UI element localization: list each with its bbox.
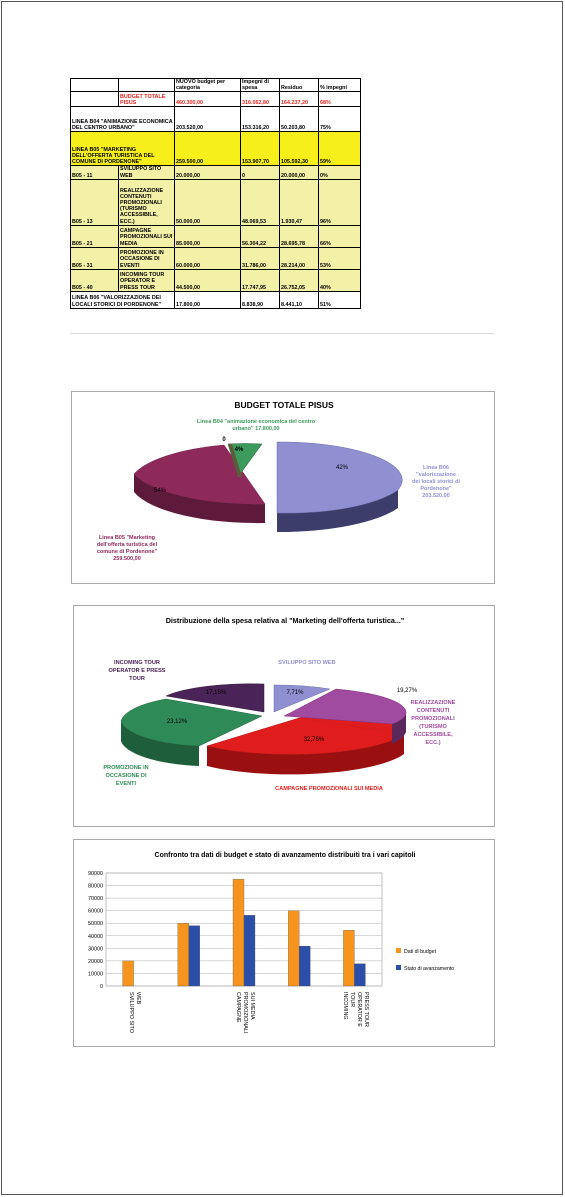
header-cell: % impegni [319, 79, 361, 92]
label-b04 [197, 419, 316, 432]
legend [396, 948, 454, 972]
row-desc: INCOMING TOUR OPERATOR E PRESS TOUR [119, 269, 175, 291]
row-budget: 17.800,00 [175, 291, 241, 308]
bar-avanzamento [244, 915, 255, 986]
pie-chart-budget-totale [71, 391, 495, 584]
row-budget: 203.520,00 [175, 107, 241, 132]
row-code: B05 - 13 [71, 179, 119, 225]
row-residuo: 8.441,10 [280, 291, 319, 308]
y-tick-label: 10000 [88, 971, 103, 978]
row-impegni: 153.316,20 [241, 107, 280, 132]
label-b06-line: dei locali storici di [412, 479, 460, 485]
label-b06 [412, 465, 460, 499]
header-cell: NUOVO budget per categoria [175, 79, 241, 92]
row-budget: 44.500,00 [175, 269, 241, 291]
label-incoming-line: TOUR [129, 676, 145, 682]
label-sviluppo: SVILUPPO SITO WEB [278, 660, 336, 666]
x-tick-label: CAMPAGNE [235, 992, 241, 1023]
row-impegni: 153.907,70 [241, 132, 280, 166]
x-tick-label: INCOMING [341, 992, 348, 1020]
table-row [71, 166, 361, 179]
table-row [71, 291, 361, 308]
row-residuo: 28.695,78 [280, 225, 319, 247]
label-b06-line: "valorizzazione [416, 472, 456, 478]
y-tick-label: 40000 [88, 933, 103, 940]
label-promozione-pct: 23,12% [166, 719, 188, 725]
label-b04-line: Linea B04 "animazione economica del centro [196, 419, 316, 425]
x-tick-label: SUI MEDIA [249, 992, 255, 1020]
legend-label-avanzamento: Stato di avanzamento [404, 966, 455, 972]
row-residuo: 164.237,20 [280, 92, 319, 107]
header-cell: Residuo [280, 79, 319, 92]
header-cell [71, 79, 119, 92]
row-pct: 75% [319, 107, 361, 132]
y-axis-ticks [88, 871, 103, 990]
x-axis-labels [128, 992, 369, 1033]
label-campagne: CAMPAGNE PROMOZIONALI SUI MEDIA [275, 786, 383, 792]
y-tick-label: 70000 [88, 896, 103, 903]
label-b04-pct: 4% [234, 447, 244, 453]
separator-line [70, 333, 494, 334]
row-pct: 96% [319, 179, 361, 225]
row-code: B05 - 31 [71, 247, 119, 269]
label-incoming-pct: 17,15% [205, 690, 227, 696]
label-realizzazione-pct: 19,27% [396, 688, 418, 694]
row-budget: 20.000,00 [175, 166, 241, 179]
row-residuo: 1.930,47 [280, 179, 319, 225]
legend-swatch-avanzamento [396, 965, 401, 970]
label-b05-line: dell'offerta turistica del [96, 542, 158, 548]
table-row [71, 269, 361, 291]
label-b06-line: 203.520,00 [422, 493, 450, 499]
chart-title: Distribuzione della spesa relativa al "Marketing dell'offerta turistica..." [165, 616, 405, 625]
label-promozione-line: PROMOZIONE IN [103, 765, 149, 771]
table-row [71, 247, 361, 269]
row-budget: 60.000,00 [175, 247, 241, 269]
label-zero: 0 [222, 437, 226, 443]
row-budget: 259.500,00 [175, 132, 241, 166]
row-impegni: 8.838,90 [241, 291, 280, 308]
table-row [71, 92, 361, 107]
label-promozione [103, 765, 148, 787]
row-desc: REALIZZAZIONE CONTENUTI PROMOZIONALI (TURISMO ACCESSIBILE, ECC.) [119, 179, 175, 225]
row-desc: PROMOZIONE IN OCCASIONE DI EVENTI [119, 247, 175, 269]
label-b06-line: Pordenone" [420, 486, 452, 492]
row-impegni: 316.062,80 [241, 92, 280, 107]
row-residuo: 26.752,05 [280, 269, 319, 291]
chart-title: Confronto tra dati di budget e stato di avanzamento distribuiti tra i vari capitoli [154, 852, 416, 859]
table-row [71, 179, 361, 225]
row-impegni: 17.747,95 [241, 269, 280, 291]
label-incoming [109, 660, 166, 682]
row-pct: 51% [319, 291, 361, 308]
row-code: LINEA B04 "ANIMAZIONE ECONOMICA DEL CENTRO URBANO" [71, 107, 175, 132]
label-b05-pct: 54% [153, 488, 167, 494]
row-desc: SVILUPPO SITO WEB [119, 166, 175, 179]
bar-budget [123, 961, 134, 986]
x-tick-label: SVILUPPO SITO [128, 992, 135, 1033]
header-cell [119, 79, 175, 92]
row-impegni: 56.304,22 [241, 225, 280, 247]
x-tick-label: PRESS TOUR [362, 992, 369, 1027]
bar-budget [178, 923, 189, 986]
bar-budget [233, 879, 244, 986]
pie-chart-2-svg [74, 606, 496, 828]
x-tick-label: WEB [135, 992, 142, 1005]
row-pct: 66% [319, 225, 361, 247]
y-tick-label: 30000 [88, 946, 103, 953]
x-tick-label: OPERATOR E [355, 992, 362, 1027]
legend-label-budget: Dati di budget [404, 949, 437, 955]
row-desc: CAMPAGNE PROMOZIONALI SUI MEDIA [119, 225, 175, 247]
row-residuo: 20.000,00 [280, 166, 319, 179]
row-pct: 0% [319, 166, 361, 179]
table-row [71, 225, 361, 247]
legend-swatch-budget [396, 948, 401, 953]
label-realizzazione-line: (TURISMO [419, 724, 447, 730]
label-campagne-pct: 32,76% [303, 737, 325, 743]
y-tick-label: 0 [100, 984, 103, 990]
label-realizzazione-line: CONTENUTI [416, 708, 450, 714]
row-budget: 460.300,00 [175, 92, 241, 107]
label-b05-line: 259.500,00 [113, 556, 141, 562]
x-tick-label: TOUR [348, 992, 355, 1008]
row-desc: BUDGET TOTALE PISUS [119, 92, 175, 107]
label-realizzazione-line: ACCESSIBILE, [413, 732, 453, 738]
row-residuo: 105.592,30 [280, 132, 319, 166]
label-realizzazione-line: ECC.) [425, 740, 441, 746]
row-pct: 59% [319, 132, 361, 166]
pie-chart-distribuzione-spesa [73, 605, 495, 827]
bar-budget [288, 911, 299, 986]
chart-title: BUDGET TOTALE PISUS [234, 400, 334, 410]
row-code: B05 - 40 [71, 269, 119, 291]
label-incoming-line: OPERATOR E PRESS [108, 668, 166, 674]
label-b06-pct: 42% [335, 465, 349, 471]
pie-chart-1-svg [72, 392, 496, 585]
header-cell: Impegni di spesa [241, 79, 280, 92]
label-b05 [97, 535, 158, 562]
label-realizzazione [411, 700, 456, 746]
y-tick-label: 20000 [88, 958, 103, 965]
table-row [71, 107, 361, 132]
label-sviluppo-pct: 7,71% [286, 690, 304, 696]
label-b04-line: urbano" 17.800,00 [232, 426, 280, 432]
row-code: B05 - 11 [71, 166, 119, 179]
row-budget: 85.000,00 [175, 225, 241, 247]
budget-table [70, 78, 361, 309]
x-tick-label: PROMOZIONALI [242, 992, 248, 1034]
row-code: LINEA B06 "VALORIZZAZIONE DEI LOCALI STORICI DI PORDENONE" [71, 291, 175, 308]
table-header-row [71, 79, 361, 92]
label-b05-line: Linea B05 "Marketing [98, 535, 156, 541]
bar-avanzamento [189, 926, 200, 986]
bar-chart-confronto [73, 839, 495, 1047]
row-pct: 68% [319, 92, 361, 107]
label-b05-line: comune di Pordenone" [96, 549, 158, 555]
label-realizzazione-line: PROMOZIONALI [411, 716, 455, 722]
row-impegni: 0 [241, 166, 280, 179]
row-code: LINEA B05 "MARKETING DELL'OFFERTA TURISTICA DEL COMUNE DI PORDENONE" [71, 132, 175, 166]
row-pct: 40% [319, 269, 361, 291]
y-tick-label: 90000 [88, 871, 103, 877]
row-budget: 50.000,00 [175, 179, 241, 225]
label-promozione-line: EVENTI [115, 781, 137, 787]
bar-chart-svg [74, 840, 496, 1048]
y-tick-label: 50000 [88, 921, 103, 928]
bar-avanzamento [354, 964, 365, 986]
bar-avanzamento [299, 946, 310, 986]
row-impegni: 31.786,00 [241, 247, 280, 269]
row-pct: 53% [319, 247, 361, 269]
table-row [71, 132, 361, 166]
row-impegni: 48.069,53 [241, 179, 280, 225]
row-residuo: 28.214,00 [280, 247, 319, 269]
label-b06-line: Linea B06 [423, 465, 449, 471]
row-code: B05 - 21 [71, 225, 119, 247]
label-incoming-line: INCOMING TOUR [114, 660, 160, 666]
label-promozione-line: OCCASIONE DI [105, 773, 147, 779]
y-tick-label: 80000 [88, 883, 103, 890]
bar-budget [343, 930, 354, 986]
label-realizzazione-line: REALIZZAZIONE [410, 700, 456, 706]
row-residuo: 50.203,80 [280, 107, 319, 132]
y-tick-label: 60000 [88, 908, 103, 915]
